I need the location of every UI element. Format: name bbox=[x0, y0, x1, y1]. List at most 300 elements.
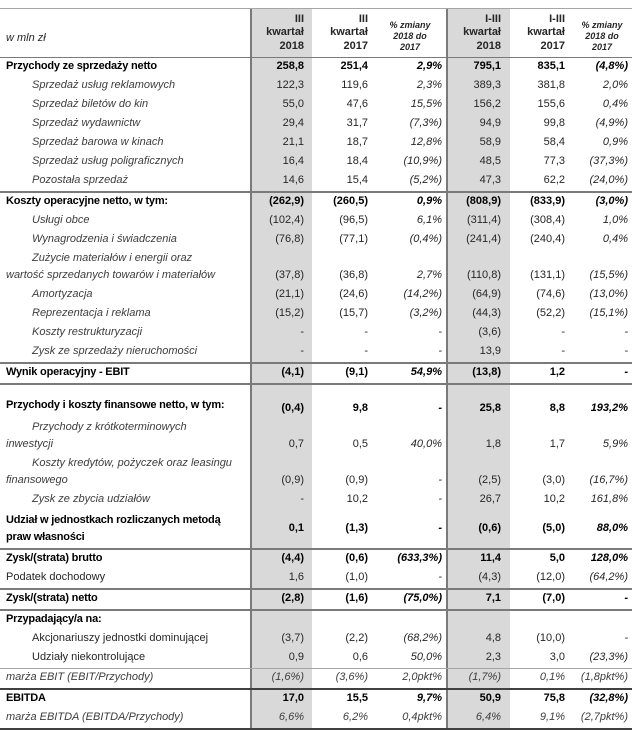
cell-value: 7,1 bbox=[485, 592, 501, 604]
cell-change-quarter bbox=[376, 212, 446, 231]
cell-value: 3,0 bbox=[549, 651, 565, 663]
table-row bbox=[0, 343, 632, 362]
cell-value: 50,0% bbox=[410, 651, 442, 663]
cell-value: 2,3% bbox=[416, 79, 442, 91]
cell-ytd-2018 bbox=[446, 305, 510, 324]
cell-change-quarter bbox=[376, 286, 446, 305]
cell-q3-2018 bbox=[250, 58, 312, 77]
cell-value: 1,6 bbox=[288, 571, 304, 583]
cell-q3-2018 bbox=[250, 153, 312, 172]
row-label bbox=[0, 512, 250, 548]
cell-ytd-2017 bbox=[510, 455, 574, 491]
cell-q3-2018 bbox=[250, 212, 312, 231]
cell-ytd-2017 bbox=[510, 364, 574, 383]
cell-value: (64,2%) bbox=[589, 571, 628, 583]
cell-q3-2017 bbox=[312, 58, 376, 77]
cell-q3-2018 bbox=[250, 134, 312, 153]
cell-q3-2018 bbox=[250, 569, 312, 588]
cell-value: 47,3 bbox=[479, 174, 501, 186]
cell-ytd-2017 bbox=[510, 590, 574, 609]
cell-value: 156,2 bbox=[473, 98, 501, 110]
cell-value: 9,8 bbox=[352, 402, 368, 414]
cell-value: 10,2 bbox=[346, 493, 368, 505]
table-body bbox=[0, 58, 632, 728]
financial-table bbox=[0, 8, 632, 730]
cell-value: - bbox=[624, 632, 628, 644]
col-header-q3-2017 bbox=[312, 9, 376, 57]
row-label-line: marża EBITDA (EBITDA/Przychody) bbox=[6, 711, 184, 723]
cell-change-quarter bbox=[376, 491, 446, 510]
cell-value: (37,8) bbox=[275, 269, 304, 281]
cell-change-ytd bbox=[574, 286, 632, 305]
cell-value: (2,7pkt%) bbox=[580, 711, 628, 723]
cell-value: (1,0) bbox=[345, 571, 368, 583]
cell-value: (308,4) bbox=[530, 214, 565, 226]
cell-ytd-2017 bbox=[510, 709, 574, 728]
table-row bbox=[0, 362, 632, 385]
cell-ytd-2017 bbox=[510, 630, 574, 649]
cell-value: (10,9%) bbox=[403, 155, 442, 167]
col-header-line: % zmiany bbox=[581, 20, 623, 30]
cell-value: - bbox=[300, 345, 304, 357]
cell-ytd-2018 bbox=[446, 649, 510, 668]
cell-q3-2017 bbox=[312, 611, 376, 630]
cell-value: 50,9 bbox=[479, 692, 501, 704]
cell-ytd-2017 bbox=[510, 649, 574, 668]
row-label-line: Sprzedaż barowa w kinach bbox=[32, 136, 164, 148]
row-label-line: Wynik operacyjny - EBIT bbox=[6, 366, 130, 378]
table-row bbox=[0, 649, 632, 668]
cell-value: 4,8 bbox=[485, 632, 501, 644]
cell-value: 18,7 bbox=[346, 136, 368, 148]
cell-value: 0,9% bbox=[602, 136, 628, 148]
cell-value: - bbox=[438, 345, 442, 357]
table-row bbox=[0, 77, 632, 96]
cell-value: 258,8 bbox=[276, 60, 304, 72]
cell-value: (3,2%) bbox=[409, 307, 442, 319]
cell-change-ytd bbox=[574, 212, 632, 231]
table-row bbox=[0, 286, 632, 305]
cell-value: (262,9) bbox=[269, 195, 304, 207]
cell-value: 0,1% bbox=[539, 671, 565, 683]
cell-value: - bbox=[300, 493, 304, 505]
cell-ytd-2017 bbox=[510, 231, 574, 250]
cell-value: 0,4% bbox=[602, 233, 628, 245]
cell-ytd-2017 bbox=[510, 510, 574, 548]
cell-q3-2018 bbox=[250, 286, 312, 305]
cell-value: - bbox=[364, 326, 368, 338]
row-label bbox=[0, 286, 250, 305]
cell-q3-2018 bbox=[250, 649, 312, 668]
cell-value: 1,2 bbox=[549, 366, 565, 378]
cell-value: 13,9 bbox=[479, 345, 501, 357]
cell-q3-2017 bbox=[312, 231, 376, 250]
cell-change-quarter bbox=[376, 590, 446, 609]
row-label bbox=[0, 134, 250, 153]
col-header-line: 2017 bbox=[591, 42, 613, 52]
row-label-line: Zużycie materiałów i energii oraz bbox=[32, 252, 193, 264]
cell-value: 2,3 bbox=[485, 651, 501, 663]
cell-value: (14,2%) bbox=[403, 288, 442, 300]
cell-q3-2017 bbox=[312, 690, 376, 709]
col-header-line: 2018 bbox=[279, 39, 304, 52]
cell-value: 2,0pkt% bbox=[402, 671, 442, 683]
cell-value: 5,9% bbox=[602, 438, 628, 450]
cell-change-quarter bbox=[376, 510, 446, 548]
table-row bbox=[0, 172, 632, 191]
cell-ytd-2017 bbox=[510, 385, 574, 394]
col-header-line: 2018 bbox=[476, 39, 501, 52]
cell-ytd-2018 bbox=[446, 153, 510, 172]
cell-value: 0,5 bbox=[352, 438, 368, 450]
cell-value: (260,5) bbox=[333, 195, 368, 207]
cell-value: (2,5) bbox=[478, 474, 501, 486]
cell-value: 12,8% bbox=[410, 136, 442, 148]
table-row bbox=[0, 115, 632, 134]
cell-change-quarter bbox=[376, 305, 446, 324]
cell-q3-2018 bbox=[250, 690, 312, 709]
cell-q3-2018 bbox=[250, 510, 312, 548]
cell-value: - bbox=[364, 345, 368, 357]
cell-value: (3,6) bbox=[478, 326, 501, 338]
cell-value: (75,0%) bbox=[403, 592, 442, 604]
cell-q3-2017 bbox=[312, 212, 376, 231]
cell-change-ytd bbox=[574, 649, 632, 668]
row-label-line: Zysk ze zbycia udziałów bbox=[32, 493, 150, 505]
cell-ytd-2017 bbox=[510, 193, 574, 212]
col-header-line: 2018 do bbox=[585, 31, 619, 41]
cell-value: 15,4 bbox=[346, 174, 368, 186]
cell-ytd-2017 bbox=[510, 286, 574, 305]
cell-value: 9,7% bbox=[416, 692, 442, 704]
cell-q3-2018 bbox=[250, 385, 312, 394]
cell-value: (1,7%) bbox=[468, 671, 501, 683]
cell-change-ytd bbox=[574, 324, 632, 343]
cell-q3-2018 bbox=[250, 77, 312, 96]
cell-change-ytd bbox=[574, 172, 632, 191]
cell-change-quarter bbox=[376, 419, 446, 455]
row-label-line: finansowego bbox=[6, 474, 68, 486]
cell-change-ytd bbox=[574, 630, 632, 649]
cell-change-ytd bbox=[574, 569, 632, 588]
cell-value: (12,0) bbox=[536, 571, 565, 583]
cell-value: 55,0 bbox=[282, 98, 304, 110]
cell-value: (64,9) bbox=[472, 288, 501, 300]
row-label bbox=[0, 419, 250, 455]
cell-value: (3,0%) bbox=[595, 195, 628, 207]
table-row bbox=[0, 305, 632, 324]
cell-value: (15,7) bbox=[339, 307, 368, 319]
cell-change-quarter bbox=[376, 394, 446, 419]
cell-q3-2018 bbox=[250, 343, 312, 362]
cell-value: (808,9) bbox=[466, 195, 501, 207]
cell-ytd-2018 bbox=[446, 115, 510, 134]
row-label-line: Przychody i koszty finansowe netto, w tym: bbox=[6, 399, 225, 411]
cell-value: 0,1 bbox=[288, 521, 304, 534]
cell-ytd-2018 bbox=[446, 134, 510, 153]
cell-value: - bbox=[624, 592, 628, 604]
cell-value: 16,4 bbox=[282, 155, 304, 167]
cell-value: 62,2 bbox=[543, 174, 565, 186]
cell-value: (10,0) bbox=[536, 632, 565, 644]
cell-ytd-2018 bbox=[446, 343, 510, 362]
row-label-line: Przychody ze sprzedaży netto bbox=[6, 60, 157, 72]
row-label-line: Zysk/(strata) netto bbox=[6, 592, 98, 604]
cell-q3-2018 bbox=[250, 550, 312, 569]
cell-q3-2018 bbox=[250, 709, 312, 728]
cell-value: 48,5 bbox=[479, 155, 501, 167]
row-label-line: Amortyzacja bbox=[32, 288, 93, 300]
cell-value: (15,2) bbox=[275, 307, 304, 319]
cell-change-ytd bbox=[574, 590, 632, 609]
cell-value: - bbox=[438, 326, 442, 338]
cell-q3-2017 bbox=[312, 324, 376, 343]
row-label-line: praw własności bbox=[6, 531, 85, 543]
col-header-line: 2017 bbox=[540, 39, 565, 52]
col-header-line: kwartał bbox=[330, 26, 368, 38]
table-row bbox=[0, 153, 632, 172]
row-label bbox=[0, 569, 250, 588]
cell-change-ytd bbox=[574, 96, 632, 115]
cell-q3-2018 bbox=[250, 611, 312, 630]
row-label-line: Sprzedaż wydawnictw bbox=[32, 117, 141, 129]
cell-value: 11,4 bbox=[480, 552, 501, 564]
table-row bbox=[0, 630, 632, 649]
cell-value: (4,3) bbox=[478, 571, 501, 583]
cell-value: 1,0% bbox=[602, 214, 628, 226]
cell-change-ytd bbox=[574, 77, 632, 96]
cell-value: (4,9%) bbox=[595, 117, 628, 129]
cell-q3-2017 bbox=[312, 77, 376, 96]
cell-q3-2017 bbox=[312, 709, 376, 728]
cell-value: (4,4) bbox=[281, 552, 304, 564]
row-label bbox=[0, 343, 250, 362]
row-label-line: marża EBIT (EBIT/Przychody) bbox=[6, 671, 154, 683]
unit-label: w mln zł bbox=[6, 32, 46, 44]
cell-q3-2017 bbox=[312, 569, 376, 588]
table-row bbox=[0, 394, 632, 419]
cell-change-ytd bbox=[574, 491, 632, 510]
cell-ytd-2017 bbox=[510, 96, 574, 115]
row-label bbox=[0, 172, 250, 191]
cell-value: - bbox=[438, 493, 442, 505]
row-label bbox=[0, 212, 250, 231]
cell-q3-2017 bbox=[312, 491, 376, 510]
cell-ytd-2018 bbox=[446, 58, 510, 77]
cell-ytd-2017 bbox=[510, 153, 574, 172]
cell-ytd-2018 bbox=[446, 709, 510, 728]
cell-ytd-2018 bbox=[446, 419, 510, 455]
cell-change-quarter bbox=[376, 58, 446, 77]
cell-ytd-2018 bbox=[446, 690, 510, 709]
cell-q3-2017 bbox=[312, 115, 376, 134]
row-label bbox=[0, 250, 250, 286]
cell-value: 40,0% bbox=[410, 438, 442, 450]
cell-change-ytd bbox=[574, 153, 632, 172]
cell-ytd-2018 bbox=[446, 385, 510, 394]
table-row bbox=[0, 134, 632, 153]
cell-value: 0,9% bbox=[416, 195, 442, 207]
cell-ytd-2017 bbox=[510, 611, 574, 630]
cell-q3-2017 bbox=[312, 394, 376, 419]
row-label bbox=[0, 324, 250, 343]
cell-q3-2017 bbox=[312, 510, 376, 548]
cell-value: 6,1% bbox=[416, 214, 442, 226]
cell-value: (24,0%) bbox=[589, 174, 628, 186]
col-header-change-quarter bbox=[376, 9, 446, 57]
cell-value: 381,8 bbox=[537, 79, 565, 91]
row-label-line: Sprzedaż biletów do kin bbox=[32, 98, 149, 110]
table-header-row bbox=[0, 9, 632, 58]
cell-ytd-2018 bbox=[446, 231, 510, 250]
row-label-line: Udziały niekontrolujące bbox=[32, 651, 146, 663]
row-label bbox=[0, 669, 250, 688]
cell-ytd-2018 bbox=[446, 491, 510, 510]
cell-change-ytd bbox=[574, 394, 632, 419]
table-row bbox=[0, 491, 632, 510]
cell-value: (44,3) bbox=[472, 307, 501, 319]
cell-value: - bbox=[561, 326, 565, 338]
col-header-change-ytd bbox=[574, 9, 632, 57]
row-label bbox=[0, 305, 250, 324]
cell-value: (23,3%) bbox=[589, 651, 628, 663]
cell-value: (4,8%) bbox=[595, 60, 628, 72]
cell-value: (74,6) bbox=[536, 288, 565, 300]
cell-ytd-2017 bbox=[510, 58, 574, 77]
cell-change-quarter bbox=[376, 172, 446, 191]
table-row bbox=[0, 688, 632, 709]
cell-value: (5,0) bbox=[542, 521, 565, 534]
row-label bbox=[0, 491, 250, 510]
cell-value: (102,4) bbox=[269, 214, 304, 226]
row-label bbox=[0, 455, 250, 491]
cell-value: (1,6) bbox=[345, 592, 368, 604]
cell-value: (311,4) bbox=[466, 214, 501, 226]
cell-value: 8,8 bbox=[549, 402, 565, 414]
cell-change-quarter bbox=[376, 153, 446, 172]
cell-value: (24,6) bbox=[339, 288, 368, 300]
cell-value: 5,0 bbox=[549, 552, 565, 564]
cell-value: (96,5) bbox=[339, 214, 368, 226]
table-row bbox=[0, 709, 632, 728]
cell-ytd-2018 bbox=[446, 324, 510, 343]
cell-q3-2018 bbox=[250, 172, 312, 191]
table-row bbox=[0, 588, 632, 611]
col-header-line: kwartał bbox=[463, 26, 501, 38]
cell-change-quarter bbox=[376, 669, 446, 688]
cell-value: (15,1%) bbox=[589, 307, 628, 319]
cell-ytd-2018 bbox=[446, 611, 510, 630]
cell-ytd-2017 bbox=[510, 134, 574, 153]
cell-value: (633,3%) bbox=[397, 552, 442, 564]
row-label bbox=[0, 77, 250, 96]
cell-value: (2,8) bbox=[281, 592, 304, 604]
cell-q3-2017 bbox=[312, 550, 376, 569]
cell-value: (1,6%) bbox=[271, 671, 304, 683]
cell-change-ytd bbox=[574, 343, 632, 362]
cell-change-ytd bbox=[574, 510, 632, 548]
cell-q3-2017 bbox=[312, 419, 376, 455]
cell-value: (0,6) bbox=[345, 552, 368, 564]
cell-q3-2017 bbox=[312, 172, 376, 191]
row-label-line: Sprzedaż usług reklamowych bbox=[32, 79, 176, 91]
cell-value: 2,7% bbox=[416, 269, 442, 281]
cell-value: 155,6 bbox=[537, 98, 565, 110]
cell-value: (3,7) bbox=[281, 632, 304, 644]
cell-q3-2018 bbox=[250, 305, 312, 324]
cell-change-ytd bbox=[574, 115, 632, 134]
cell-ytd-2018 bbox=[446, 394, 510, 419]
cell-value: (0,9) bbox=[345, 474, 368, 486]
cell-q3-2018 bbox=[250, 364, 312, 383]
cell-value: 21,1 bbox=[282, 136, 304, 148]
cell-q3-2018 bbox=[250, 630, 312, 649]
cell-ytd-2018 bbox=[446, 630, 510, 649]
table-row bbox=[0, 455, 632, 491]
cell-q3-2017 bbox=[312, 153, 376, 172]
cell-change-ytd bbox=[574, 455, 632, 491]
row-label bbox=[0, 231, 250, 250]
cell-q3-2018 bbox=[250, 455, 312, 491]
cell-value: 58,9 bbox=[479, 136, 501, 148]
cell-change-quarter bbox=[376, 193, 446, 212]
cell-change-quarter bbox=[376, 324, 446, 343]
cell-ytd-2017 bbox=[510, 690, 574, 709]
col-header-line: 2017 bbox=[399, 42, 421, 52]
col-header-line: I-III bbox=[549, 12, 565, 25]
cell-change-quarter bbox=[376, 96, 446, 115]
cell-ytd-2018 bbox=[446, 172, 510, 191]
cell-value: (15,5%) bbox=[589, 269, 628, 281]
cell-value: 2,0% bbox=[602, 79, 628, 91]
row-label-line: Przychody z krótkoterminowych bbox=[32, 421, 187, 433]
cell-value: 47,6 bbox=[346, 98, 368, 110]
table-row bbox=[0, 611, 632, 630]
cell-ytd-2017 bbox=[510, 250, 574, 286]
cell-value: (833,9) bbox=[530, 195, 565, 207]
cell-value: (36,8) bbox=[339, 269, 368, 281]
col-header-line: kwartał bbox=[527, 26, 565, 38]
cell-change-quarter bbox=[376, 630, 446, 649]
cell-ytd-2017 bbox=[510, 115, 574, 134]
table-row bbox=[0, 419, 632, 455]
cell-value: 31,7 bbox=[346, 117, 368, 129]
cell-q3-2017 bbox=[312, 649, 376, 668]
table-row bbox=[0, 510, 632, 548]
cell-q3-2017 bbox=[312, 630, 376, 649]
row-label bbox=[0, 115, 250, 134]
cell-value: 25,8 bbox=[479, 402, 501, 414]
cell-value: 389,3 bbox=[473, 79, 501, 91]
cell-value: (37,3%) bbox=[589, 155, 628, 167]
cell-q3-2017 bbox=[312, 305, 376, 324]
cell-value: - bbox=[624, 326, 628, 338]
cell-ytd-2017 bbox=[510, 394, 574, 419]
row-label bbox=[0, 550, 250, 569]
col-header-line: III bbox=[358, 12, 368, 25]
cell-ytd-2017 bbox=[510, 491, 574, 510]
cell-ytd-2018 bbox=[446, 669, 510, 688]
table-row bbox=[0, 250, 632, 286]
cell-value: (0,4%) bbox=[409, 233, 442, 245]
row-label-line: Sprzedaż usług poligraficznych bbox=[32, 155, 184, 167]
cell-value: (1,8pkt%) bbox=[580, 671, 628, 683]
row-label-line: Koszty kredytów, pożyczek oraz leasingu bbox=[32, 457, 232, 469]
cell-value: (13,8) bbox=[472, 366, 501, 378]
cell-value: (3,6%) bbox=[335, 671, 368, 683]
cell-value: (1,3) bbox=[345, 521, 368, 534]
cell-value: 1,7 bbox=[549, 438, 565, 450]
